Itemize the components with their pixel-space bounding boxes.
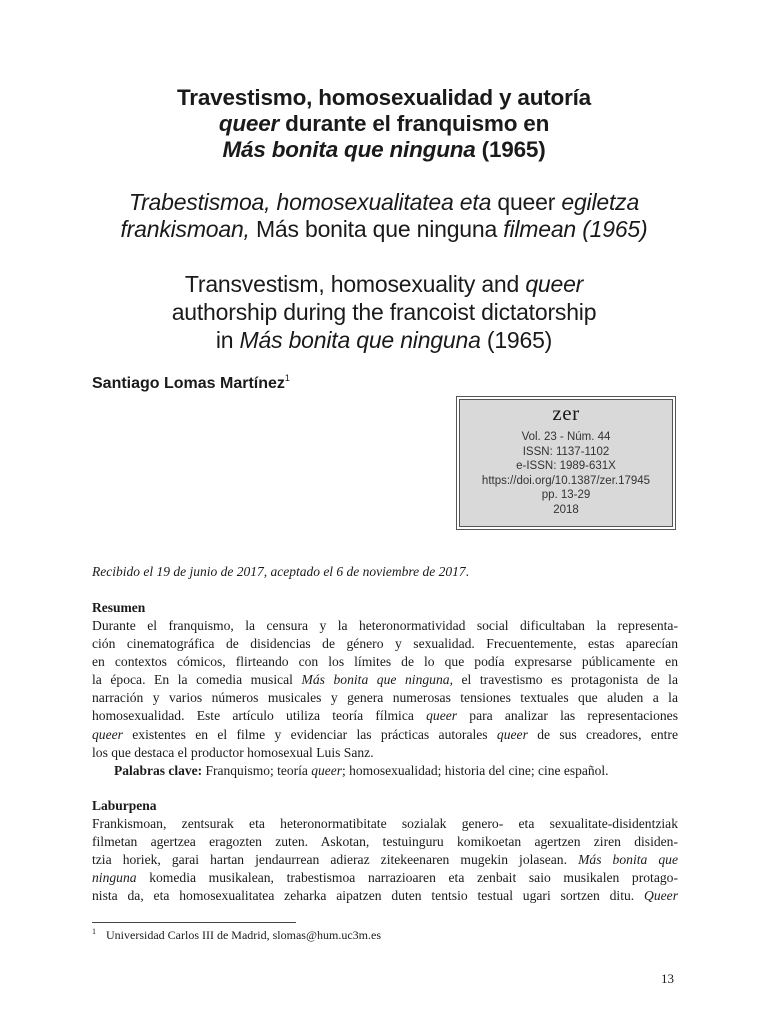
journal-doi[interactable]: https://doi.org/10.1387/zer.17945 [481, 474, 651, 487]
title-english-line-1: Transvestism, homosexuality and queer [184, 271, 584, 297]
journal-eissn: e-ISSN: 1989-631X [516, 460, 616, 473]
resumen-line-2: ción cinematográfica de disidencias de género y sexualidad. Frecuentemente, estas aparecían [92, 636, 678, 652]
resumen-line-5: narración y varios números musicales y genera numerosas tensiones textuales que aluden a la [92, 690, 678, 706]
title-basque-line-1: Trabestismoa, homosexualitatea eta queer egiletza [128, 189, 640, 215]
resumen-line-6: homosexualidad. Este artículo utiliza teoría fílmica queer para analizar las representaciones [92, 708, 678, 724]
title-spanish-line-3: Más bonita que ninguna (1965) [222, 137, 546, 162]
keywords: Palabras clave: Franquismo; teoría queer; homosexualidad; historia del cine; cine español. [114, 763, 609, 778]
resumen-line-3: en contextos cómicos, flirteando con los límites de lo que podía expresarse públicamente en [92, 654, 678, 670]
laburpena-heading: Laburpena [92, 798, 157, 813]
author-name: Santiago Lomas Martínez$^1$ [92, 373, 290, 392]
journal-logo: zer [552, 401, 580, 425]
page-number: 13 [661, 971, 674, 986]
laburpena-line-2: filmetan agertzea eragozten zuten. Askotan, testuinguru komikoetan agertzen ziren disiden- [92, 834, 678, 850]
resumen-line-1: Durante el franquismo, la censura y la heteronormatividad social dificultaban la representa- [92, 618, 678, 633]
resumen-line-8: los que destaca el productor homosexual Luis Sanz. [92, 744, 374, 760]
title-basque-line-2: frankismoan, Más bonita que ninguna filmean (1965) [120, 216, 648, 242]
journal-issn: ISSN: 1137-1102 [522, 445, 610, 458]
title-english-line-3: in Más bonita que ninguna (1965) [215, 327, 553, 353]
title-english-line-2: authorship during the francoist dictatorship [171, 299, 597, 325]
footnote [92, 927, 381, 943]
laburpena-line-4: ninguna komedia musikalean, trabestismoa narrazioaren eta zenbait saio musikalen protago- [92, 870, 678, 886]
received-date: Recibido el 19 de junio de 2017, aceptado el 6 de noviembre de 2017. [92, 564, 470, 579]
title-spanish [0, 85, 768, 163]
keywords-label: Palabras clave: [114, 763, 203, 778]
journal-meta [460, 430, 672, 518]
title-english [0, 270, 768, 354]
journal-info-box [459, 399, 673, 527]
footnote-divider [92, 922, 296, 923]
title-basque [0, 189, 768, 243]
laburpena-line-5: nista da, eta homosexualitatea zeharka aipatzen duten tentsio testual ugari sortzen ditu. Queer [92, 888, 678, 904]
resumen-abstract [92, 617, 678, 762]
footnote-mark: 1 [92, 927, 96, 936]
journal-volume: Vol. 23 - Núm. 44 [521, 431, 611, 443]
resumen-line-4: la época. En la comedia musical Más bonita que ninguna, el travestismo es protagonista de la [92, 672, 678, 688]
title-spanish-line-2: queer durante el franquismo en [218, 111, 550, 136]
resumen-line-7: queer existentes en el filme y evidenciar las prácticas autorales queer de sus creadores, entre [92, 726, 678, 742]
journal-year: 2018 [553, 503, 579, 516]
laburpena-line-1: Frankismoan, zentsurak eta heteronormatibitate sozialak genero- eta sexualitate-disidentziak [92, 816, 678, 831]
footnote-reference[interactable]: 1 [284, 373, 290, 383]
resumen-heading: Resumen [92, 600, 146, 615]
title-spanish-line-1: Travestismo, homosexualidad y autoría [177, 85, 591, 110]
journal-pages: pp. 13-29 [541, 489, 591, 502]
laburpena-abstract [92, 815, 678, 905]
footnote-text: Universidad Carlos III de Madrid, slomas@hum.uc3m.es [106, 928, 381, 942]
laburpena-line-3: tzia horiek, garai hartan jendaurrean adieraz zitekeenaren mugekin jolasean. Más bonita que [92, 852, 678, 868]
